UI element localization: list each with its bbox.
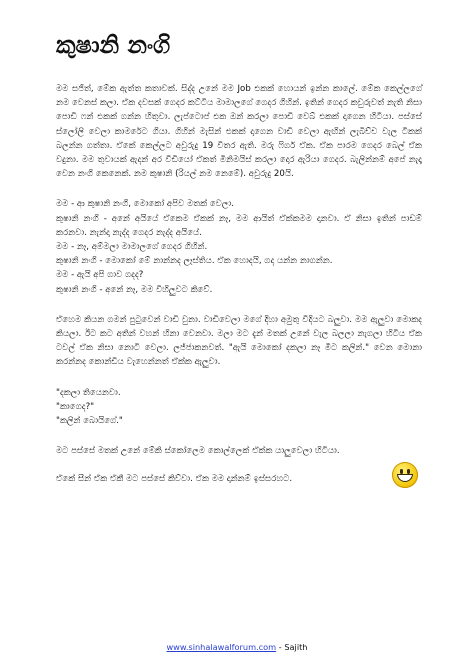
forum-link[interactable]: www.sinhalawalforum.com (166, 642, 277, 652)
dialogue-line: කුෂානි නංගි - අනේ නෑ, මම විහිලුවට කිවේ. (56, 284, 213, 295)
emoji-mouth (397, 474, 413, 482)
dialogue-line: මම - නෑ, අම්මලා මාමාලගේ ගෙදර ගිහින්. (56, 242, 208, 253)
closing-line: ඒකේ සීන් ඒක ඒකී මට පස්සේ කිව්වා. ඒක මම දාන්නම් ඉස්සරහට. (56, 474, 293, 485)
quote-line: "කාගෙද?" (56, 401, 95, 412)
intro-paragraph: මම සජිත්, මේක ඇත්ත කතාවක්. සිද්ද උනේ මම Job එකක් හොයන් ඉන්න කාලේ. මේක කෙල්ලගේ නම වෙනස් කලා. ඒක දවසක් ගෙදර කට්ටිය මාමාලගේ ගෙදර ගිහින්. ඉතින් ගෙදර කවුරුවත් නැති නිසා පොඩි ෆන් එකක් ගන්න හිතුවා. ලැප්ටොප් එක ඔන් කරලා පොඩි වෙබ් එකක් දාගෙන හිටියා. පස්සේ ස්ලෝලි වෙලා කාමරේට ගියා. ගිහින් මැසින් එකක් දාගෙන වාඩි වෙලා ඇඟින් ලැබිච්ච වැල ටිකක් බලන්න ගත්තා. ඒකේ කෙල්ලට අවුරුදු 19 විතර ඇති. මරු ෆිගර් ඒක. ඒක පාරම ගෙදර බෙල් ඒක වදුනා. මම තුවායක් ඇදන් අර වීඩියෝ ඒකත් මිනිමයිස් කරලා දොර ඇරියා ගෙදර. බැලින්නම් අපේ නැදෑ වෙන නංගි කෙනෙක්. නම කුෂානි (රියල් නම නෙමේ). අවුරුදු 20යි. (56, 84, 422, 180)
spacer (56, 370, 422, 386)
page-footer (0, 642, 474, 652)
story-paragraph: ඒහෙම කියන ගමන් පුටුවෙන් වාඩි වුනා. වාඩිවෙලා මගේ දිහා අමුතු විදියට බලුවා. මම ඇලුවා මොකද කියලා. ඊට කට අතින් වහන් හිනා වෙනවා. මලා මට දැන් මතක් උනේ වැල බලලා නැගලා හිටිය ඒක ටවල් ඒක නිසා නොටි වෙලා. ලජ්ජාකනවත්. "ඇයි මොකෝ දකලා නෑ මීට කලින්." වෙන මොනා කරන්නද කොන්ඩිය වැහෙන්නත් ඒක්ක ඇලුවා. (56, 314, 422, 368)
author-name: Sajith (284, 642, 308, 652)
story-title: කුෂානි නංගි (56, 31, 171, 59)
dialogue-line: කුෂානි නංගි - අනේ අයියේ ඒකෙම ඒකක් නෑ, මම ආයිත් ඒක්කමම දානවා. ඒ නිසා ඉතින් පාඩම් කරනවා. නැන්දා නැද්ද ගෙදර නැද්ද අයියේ. (56, 213, 422, 238)
spacer (56, 428, 422, 444)
dialogue-line: මම - ආ කුෂානි නංගි, මොකෝ අපිව මතක් වෙලා. (56, 199, 234, 210)
dialogue-line: මම - ඇයි අපි ගාව ගදද? (56, 270, 144, 281)
dialogue-line: කුෂානි නංගි - මොකෝ මේ නාන්නද ලෑස්තිය. ඒක හොදයි, ගද යන්න නාගන්න. (56, 256, 333, 267)
closing-line-with-emoji (56, 472, 422, 486)
footer-separator: - (276, 642, 285, 652)
quote-line: "කලින් බොයිගේ." (56, 416, 123, 427)
spacer (56, 458, 422, 472)
spacer (56, 297, 422, 313)
closing-line: මට පස්සේ මතක් උනේ මේකි ස්කෝලෙම කොල්ලෙක් ඒක්ක යාලුවෙලා හිටියා. (56, 446, 340, 457)
spacer (56, 181, 422, 197)
quote-line: "දකලා තියෙනවා. (56, 387, 121, 398)
